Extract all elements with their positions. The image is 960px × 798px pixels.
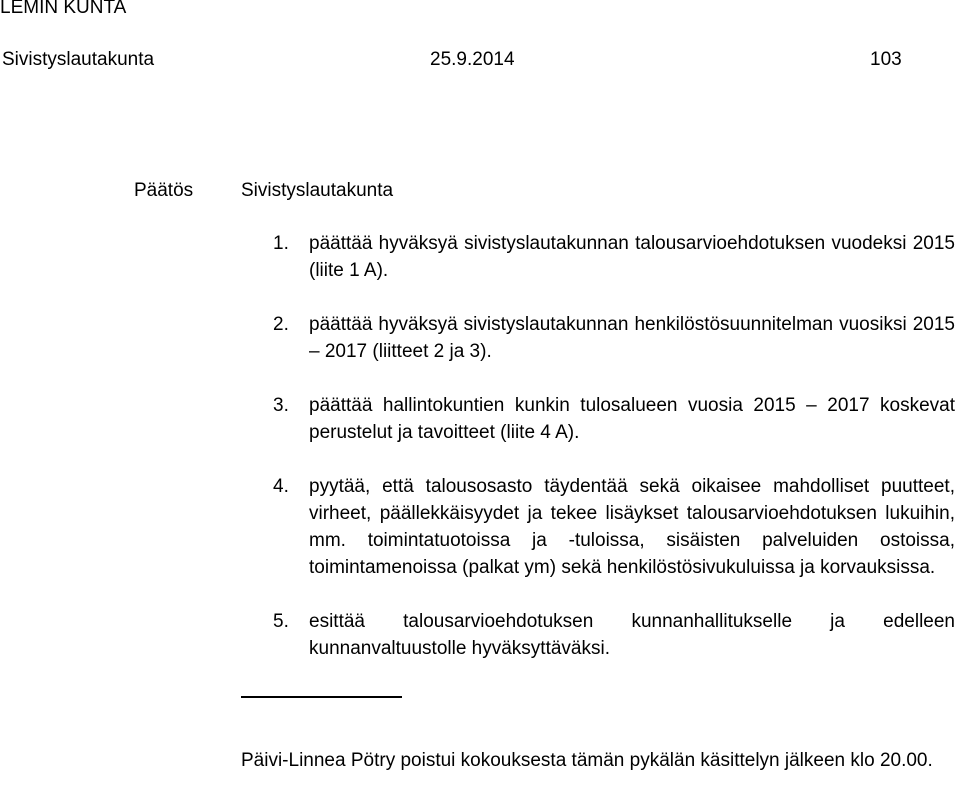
item-text: päättää hallintokuntien kunkin tulosalueen vuosia 2015 – 2017 koskevat perustelut ja tavoitteet (liite 4 A). xyxy=(309,395,955,443)
footnote: Päivi-Linnea Pötry poistui kokouksesta tämän pykälän käsittelyn jälkeen klo 20.00. xyxy=(241,750,933,771)
meeting-date: 25.9.2014 xyxy=(430,49,515,70)
decision-label: Päätös xyxy=(134,180,194,201)
separator-rule xyxy=(241,696,402,698)
item-text: päättää hyväksyä sivistyslautakunnan talousarvioehdotuksen vuodeksi 2015 (liite 1 A). xyxy=(309,233,955,281)
item-text: päättää hyväksyä sivistyslautakunnan henkilöstösuunnitelman vuosiksi 2015 – 2017 (liitteet 2 ja 3). xyxy=(309,314,955,362)
decision-item xyxy=(273,473,955,581)
item-number: 4. xyxy=(273,476,289,497)
decision-item xyxy=(273,230,955,284)
decision-items xyxy=(273,230,955,689)
item-number: 3. xyxy=(273,395,289,416)
item-text: pyytää, että talousosasto täydentää sekä oikaisee mahdolliset puutteet, virheet, päällekkäisyydet ja tekee lisäykset talousarvioehdotuksen lukuihin, mm. toimintatuotoissa ja -tuloissa, sisäisten palveluiden ostoissa, toimintamenoissa (palkat ym) sekä henkilöstösivukuluissa ja korvauksissa. xyxy=(309,476,955,578)
item-number: 2. xyxy=(273,314,289,335)
document-header xyxy=(0,48,960,72)
decision-body: Sivistyslautakunta xyxy=(241,180,394,201)
municipality-name: LEMIN KUNTA xyxy=(0,0,127,18)
decision-item xyxy=(273,608,955,662)
item-text: esittää talousarvioehdotuksen kunnanhallitukselle ja edelleen kunnanvaltuustolle hyväksyttäväksi. xyxy=(309,611,955,659)
item-number: 5. xyxy=(273,611,289,632)
committee-name: Sivistyslautakunta xyxy=(2,49,155,70)
decision-item xyxy=(273,392,955,446)
page-number: 103 xyxy=(870,49,902,70)
decision-item xyxy=(273,311,955,365)
item-number: 1. xyxy=(273,233,289,254)
